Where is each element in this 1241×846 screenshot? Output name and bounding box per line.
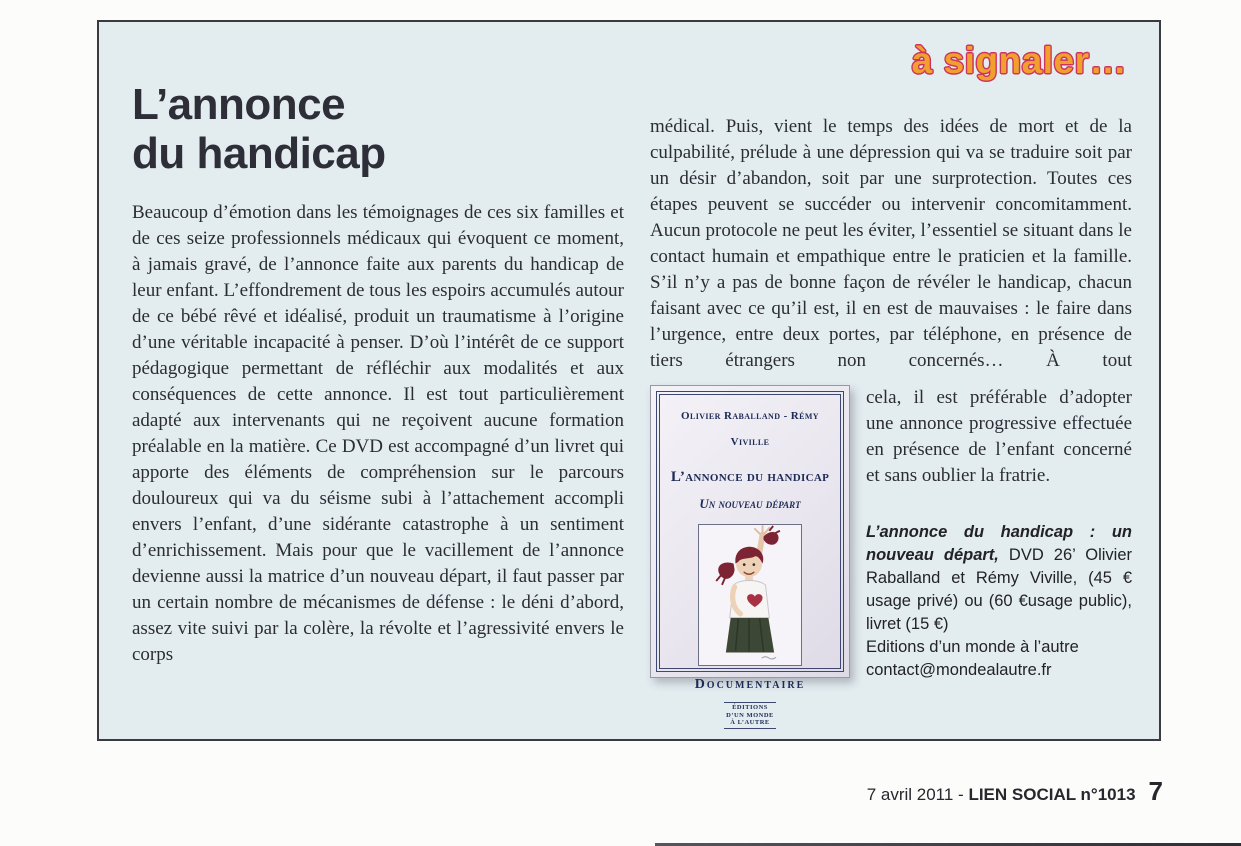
article-title-line2: du handicap bbox=[132, 129, 386, 178]
dvd-illustration bbox=[698, 524, 802, 666]
caption-details: DVD 26’ Olivier Raballand et Rémy Viville, (45 € usage privé) ou (60 €usage public), livret (15 €) bbox=[866, 546, 1132, 633]
section-label: à signaler… bbox=[911, 40, 1127, 81]
caption-email: contact@mondealautre.fr bbox=[866, 661, 1052, 679]
dvd-publisher-line: À L’AUTRE bbox=[730, 719, 770, 726]
article-panel bbox=[97, 20, 1161, 741]
dvd-title: L’annonce du handicap bbox=[670, 469, 830, 485]
caption-title: L’annonce du handicap : un nouveau départ, bbox=[866, 523, 1132, 564]
footer-date: 7 avril 2011 - bbox=[866, 785, 969, 804]
dvd-publisher-line: D’UN MONDE bbox=[726, 711, 774, 719]
dvd-cover bbox=[650, 385, 850, 726]
dvd-section bbox=[650, 385, 1132, 726]
dvd-authors: Olivier Raballand - Rémy Viville bbox=[681, 410, 819, 448]
footer-issue-line bbox=[867, 785, 1136, 805]
page-footer bbox=[867, 776, 1163, 807]
footer-page-number: 7 bbox=[1148, 776, 1163, 806]
article-paragraph-right: médical. Puis, vient le temps des idées de mort et de la culpabilité, prélude à une dépression qui va se traduire soit par un désir d’abandon, soit par une surprotection. Toutes ces étapes peuvent se succéder ou intervenir concomitamment. Aucun protocole ne peut les éviter, l’essentiel se situant dans le contact humain et empathique entre le praticien et la famille. S’il n’y a pas de bonne façon de révéler le handicap, chacun faisant avec ce qu’il est, il en est de mauvaises : le faire dans l’urgence, entre deux portes, par téléphone, en présence de tiers étrangers non concernés… À tout bbox=[650, 116, 1132, 371]
dvd-subtitle: Un nouveau départ bbox=[699, 496, 801, 511]
girl-illustration-icon bbox=[701, 525, 799, 665]
caption-publisher: Editions d’un monde à l’autre bbox=[866, 638, 1079, 656]
article-column-left: Beaucoup d’émotion dans les témoignages de ces six familles et de ces seize professionnels médicaux qui évoquent ce moment, à jamais gravé, de l’annonce faite aux parents du handicap de leur enfant. L’effondrement de tous les espoirs accumulés autour de ce bébé rêvé et idéalisé, produit un traumatisme à l’origine d’une véritable incapacité à penser. D’où l’intérêt de ce support pédagogique permettant de réfléchir aux modalités et aux conséquences de cette annonce. Il est tout particulièrement adapté aux intervenants qui ne reçoivent aucune formation préalable en la matière. Ce DVD est accompagné d’un livret qui apporte des éléments de compréhension sur le parcours douloureux qui va du séisme subi à l’attachement accompli envers l’enfant, d’une sidérante catastrophe à un sentiment d’enrichissement. Mais pour que le vacillement de l’annonce devienne aussi la matrice d’un nouveau départ, il faut passer par un certain nombre de mécanismes de défense : le déni d’abord, assez vite suivi par la colère, la révolte et l’agressivité envers le corps bbox=[132, 202, 624, 665]
article-title bbox=[132, 80, 386, 178]
article-column-right bbox=[650, 114, 1132, 726]
article-title-line1: L’annonce bbox=[132, 80, 346, 129]
dvd-publisher-logo bbox=[724, 702, 776, 729]
dvd-genre: Documentaire bbox=[694, 677, 806, 692]
dvd-publisher-line: ÉDITIONS bbox=[732, 704, 768, 711]
footer-magazine-name: LIEN SOCIAL n°1013 bbox=[968, 785, 1136, 804]
article-paragraph-wrapped: cela, il est préférable d’adopter une annonce progressive effectuée en présence de l’enfant concerné et sans oublier la fratrie. bbox=[866, 387, 1132, 486]
dvd-cover-inner-frame bbox=[659, 394, 841, 726]
